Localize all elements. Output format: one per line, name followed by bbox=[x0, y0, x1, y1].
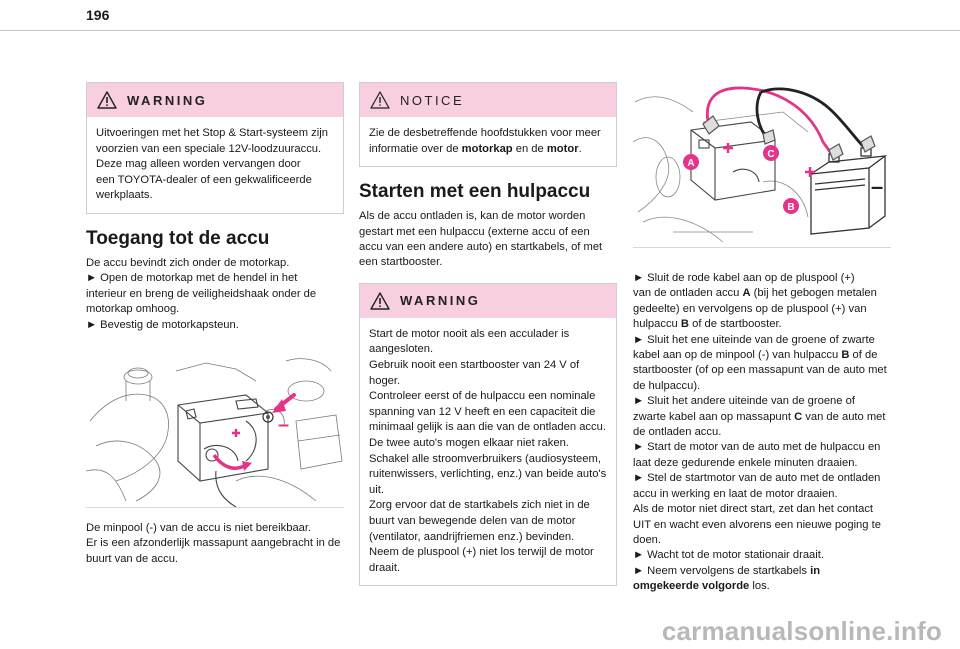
notice-box-header bbox=[360, 83, 616, 117]
text-line bbox=[633, 440, 891, 455]
text-line: ► Bevestig de motorkapsteun. bbox=[86, 318, 239, 331]
text-run: van de ontladen accu bbox=[633, 287, 743, 300]
text-line bbox=[633, 533, 891, 548]
emphasis-text: in bbox=[810, 564, 821, 577]
warning-line: spanning van 12 V heeft en een capaciteit die bbox=[369, 405, 596, 418]
text-run: Als de motor niet direct start, zet dan het contact bbox=[633, 503, 874, 516]
text-run: UIT en wacht even alvorens een nieuwe poging te bbox=[633, 518, 881, 531]
text-run: startbooster (of op een massapunt van de auto met bbox=[633, 364, 887, 377]
text-run: los. bbox=[749, 580, 770, 593]
warning-line: aangesloten. bbox=[369, 343, 434, 356]
warning-title: WARNING bbox=[400, 293, 481, 309]
notice-ref-engine: motor bbox=[546, 142, 579, 155]
text-run: of de bbox=[849, 349, 878, 362]
warning-line: De twee auto's mogen elkaar niet raken. bbox=[369, 436, 569, 449]
minus-symbol: – bbox=[871, 174, 884, 199]
section-heading-jump-start: Starten met een hulpaccu bbox=[359, 181, 591, 203]
warning-body bbox=[360, 318, 616, 586]
header-divider bbox=[0, 30, 960, 31]
engine-bay-battery-illustration bbox=[86, 351, 344, 508]
warning-line: Deze mag alleen worden vervangen door bbox=[96, 158, 301, 171]
notice-title: NOTICE bbox=[400, 92, 465, 108]
column-1 bbox=[86, 82, 344, 567]
emphasis-text: omgekeerde volgorde bbox=[633, 580, 750, 593]
text-run: ► Sluit het ene uiteinde van de groene of zwarte bbox=[633, 333, 875, 346]
text-line: Als de accu ontladen is, kan de motor worden bbox=[359, 210, 586, 223]
text-line bbox=[633, 518, 891, 533]
warning-line: Controleer eerst of de hulpaccu een nominale bbox=[369, 390, 596, 403]
text-run: van de auto met bbox=[802, 410, 886, 423]
warning-line: Uitvoeringen met het Stop & Start-systeem zijn bbox=[96, 127, 328, 139]
text-run: of de startbooster. bbox=[689, 318, 782, 331]
warning-box-header bbox=[360, 284, 616, 318]
text-line: De minpool (-) van de accu is niet bereikbaar. bbox=[86, 522, 312, 534]
text-line bbox=[633, 333, 891, 348]
warning-line: Start de motor nooit als een acculader is bbox=[369, 327, 570, 340]
text-run: ► Wacht tot de motor stationair draait. bbox=[633, 549, 824, 562]
text-line: interieur en breng de veiligheidshaak onder de bbox=[86, 287, 317, 300]
notice-line bbox=[369, 142, 607, 158]
text-line: motorkap omhoog. bbox=[86, 303, 180, 316]
warning-triangle-icon bbox=[97, 91, 117, 109]
notice-ref-bonnet: motorkap bbox=[461, 142, 513, 155]
text-run: accu in werking en laat de motor draaien. bbox=[633, 487, 838, 500]
svg-text:–: – bbox=[278, 414, 290, 436]
warning-box-jump-start bbox=[359, 283, 617, 587]
text-line: een startbooster. bbox=[359, 256, 443, 269]
text-run: de hulpaccu). bbox=[633, 379, 701, 392]
warning-line: Gebruik nooit een startbooster van 24 V of bbox=[369, 359, 580, 371]
column-3 bbox=[633, 82, 891, 595]
warning-box-stop-start bbox=[86, 82, 344, 214]
text-line bbox=[633, 379, 891, 394]
notice-body bbox=[360, 117, 616, 166]
warning-box-header bbox=[87, 83, 343, 117]
warning-line: buurt van bewegende delen van de motor bbox=[369, 514, 576, 527]
section-heading-access-battery: Toegang tot de accu bbox=[86, 227, 270, 249]
battery-ref: B bbox=[680, 318, 689, 331]
text-line bbox=[633, 502, 891, 517]
text-run: ► Stel de startmotor van de auto met de ontladen bbox=[633, 472, 881, 485]
text-line bbox=[633, 410, 891, 425]
jump-cable-connection-illustration bbox=[633, 82, 891, 248]
text-line: gestart met een hulpaccu (externe accu of een bbox=[359, 225, 590, 238]
warning-line: ruitenwissers, verlichting, enz.) van beide auto's bbox=[369, 468, 607, 481]
text-line: accu van een andere auto) en startkabels, of met bbox=[359, 241, 603, 253]
negative-terminal-paragraph bbox=[86, 521, 344, 567]
text-line bbox=[633, 317, 891, 332]
warning-line: voorzien van een speciale 12V-loodzuuraccu. bbox=[96, 142, 322, 155]
notice-text: . bbox=[578, 142, 582, 155]
text-line: buurt van de accu. bbox=[86, 552, 179, 565]
label-c: C bbox=[767, 149, 775, 160]
warning-title: WARNING bbox=[127, 92, 208, 108]
warning-line: Schakel alle stroomverbruikers (audiosysteem, bbox=[369, 452, 601, 465]
battery-access-paragraph bbox=[86, 256, 344, 333]
text-line bbox=[633, 271, 891, 286]
text-run: kabel aan op de minpool (-) van hulpaccu bbox=[633, 349, 842, 362]
jump-start-steps bbox=[633, 271, 891, 595]
warning-line: draait. bbox=[369, 561, 401, 574]
warning-triangle-icon bbox=[370, 292, 390, 310]
warning-line: (ventilator, aandrijfriemen enz.) bevinden. bbox=[369, 530, 575, 543]
text-line: De accu bevindt zich onder de motorkap. bbox=[86, 256, 290, 269]
notice-box bbox=[359, 82, 617, 167]
text-run: laat deze gedurende enkele minuten draaien. bbox=[633, 456, 858, 469]
text-run: de ontladen accu. bbox=[633, 426, 722, 439]
warning-line: Zorg ervoor dat de startkabels zich niet in de bbox=[369, 499, 590, 512]
notice-triangle-icon bbox=[370, 91, 390, 109]
battery-ref: A bbox=[742, 287, 751, 300]
text-line bbox=[633, 548, 891, 563]
warning-line: Neem de pluspool (+) niet los terwijl de motor bbox=[369, 546, 594, 559]
text-line: Er is een afzonderlijk massapunt aangebracht in de bbox=[86, 537, 341, 550]
text-line bbox=[633, 286, 891, 301]
text-run: (bij het gebogen metalen bbox=[750, 287, 877, 300]
text-run: hulpaccu bbox=[633, 318, 681, 331]
text-line bbox=[633, 302, 891, 317]
warning-body bbox=[87, 117, 343, 213]
text-line bbox=[633, 348, 891, 363]
warning-line: uit. bbox=[369, 483, 384, 496]
notice-line: Zie de desbetreffende hoofdstukken voor meer bbox=[369, 127, 601, 139]
text-line: ► Open de motorkap met de hendel in het bbox=[86, 272, 298, 285]
text-run: ► Neem vervolgens de startkabels bbox=[633, 564, 811, 577]
ground-ref: C bbox=[794, 410, 803, 423]
text-line bbox=[633, 487, 891, 502]
notice-text: informatie over de bbox=[369, 142, 462, 155]
text-run: ► Start de motor van de auto met de hulpaccu en bbox=[633, 441, 881, 454]
label-a: A bbox=[687, 158, 695, 169]
text-line bbox=[633, 363, 891, 378]
warning-line: een TOYOTA-dealer of een gekwalificeerde bbox=[96, 173, 312, 186]
text-line bbox=[633, 564, 891, 579]
warning-line: minimaal gelijk is aan die van de ontladen accu. bbox=[369, 421, 606, 434]
warning-line: werkplaats. bbox=[96, 189, 153, 202]
page-number: 196 bbox=[86, 7, 110, 23]
watermark: carmanualsonline.info bbox=[661, 616, 942, 646]
notice-text: en de bbox=[512, 142, 547, 155]
text-line bbox=[633, 425, 891, 440]
text-line bbox=[633, 471, 891, 486]
text-line bbox=[633, 579, 891, 594]
jump-start-intro-paragraph bbox=[359, 209, 617, 271]
text-run: gedeelte) en vervolgens op de pluspool (+) van bbox=[633, 302, 867, 315]
text-run: ► Sluit de rode kabel aan op de pluspool (+) bbox=[633, 272, 855, 284]
label-b: B bbox=[787, 202, 795, 213]
text-line bbox=[633, 394, 891, 409]
warning-line: hoger. bbox=[369, 374, 401, 387]
battery-ref: B bbox=[841, 349, 850, 362]
text-run: zwarte kabel aan op massapunt bbox=[633, 410, 795, 423]
text-run: ► Sluit het andere uiteinde van de groene of bbox=[633, 395, 855, 408]
text-run: doen. bbox=[633, 533, 661, 546]
column-2 bbox=[359, 82, 617, 600]
text-line bbox=[633, 456, 891, 471]
